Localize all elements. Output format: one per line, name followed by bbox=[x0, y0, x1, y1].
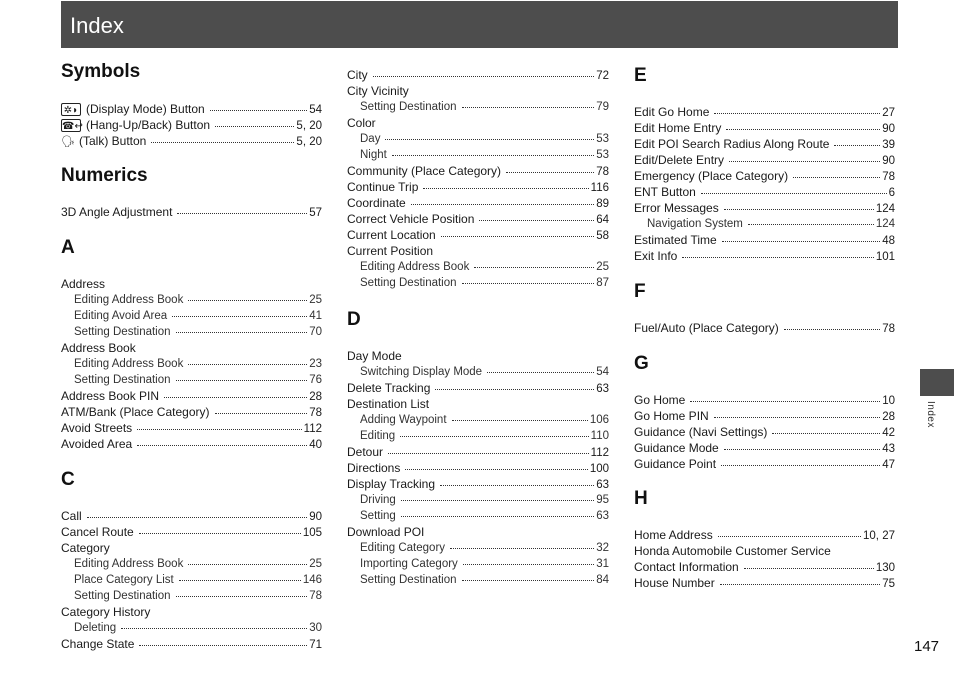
index-column-3 bbox=[634, 66, 895, 591]
entry-label: ATM/Bank (Place Category) bbox=[61, 405, 210, 419]
dot-leader bbox=[176, 596, 308, 597]
page-ref: 90 bbox=[882, 123, 895, 135]
entry-label: Call bbox=[61, 509, 82, 523]
index-entry[interactable] bbox=[634, 248, 895, 264]
entry-label: Edit POI Search Radius Along Route bbox=[634, 137, 830, 151]
dot-leader bbox=[188, 364, 307, 365]
entry-label: Color bbox=[347, 116, 376, 130]
index-entry[interactable] bbox=[634, 104, 895, 120]
index-column-1 bbox=[61, 62, 322, 652]
index-entry[interactable] bbox=[347, 195, 609, 211]
index-subentry[interactable] bbox=[347, 364, 609, 380]
index-entry[interactable] bbox=[61, 540, 322, 556]
index-subentry[interactable] bbox=[347, 492, 609, 508]
entry-label: (Display Mode) Button bbox=[86, 102, 205, 116]
page-ref: 78 bbox=[596, 166, 609, 178]
dot-leader bbox=[440, 485, 594, 486]
index-subentry[interactable] bbox=[347, 412, 609, 428]
page-ref: 40 bbox=[309, 439, 322, 451]
entry-label: Community (Place Category) bbox=[347, 164, 502, 178]
entry-label: Avoided Area bbox=[61, 437, 133, 451]
page-ref: 10 bbox=[882, 395, 895, 407]
dot-leader bbox=[405, 469, 587, 470]
section-title-e: E bbox=[634, 65, 647, 86]
index-entry[interactable] bbox=[61, 276, 322, 292]
page-ref: 75 bbox=[882, 578, 895, 590]
dot-leader bbox=[714, 417, 881, 418]
page-ref: 105 bbox=[302, 527, 322, 539]
dot-leader bbox=[385, 139, 594, 140]
entry-label: Go Home PIN bbox=[634, 409, 709, 423]
page-ref: 100 bbox=[589, 463, 609, 475]
section-title-c: C bbox=[61, 469, 75, 490]
entry-label: Place Category List bbox=[74, 574, 174, 586]
entry-label: Estimated Time bbox=[634, 233, 717, 247]
dot-leader bbox=[179, 580, 301, 581]
page-ref: 53 bbox=[596, 149, 609, 161]
entry-label: Display Tracking bbox=[347, 477, 436, 491]
page-ref: 6 bbox=[888, 187, 895, 199]
entry-label: Edit Go Home bbox=[634, 105, 710, 119]
page-ref: 95 bbox=[596, 494, 609, 506]
page-ref: 23 bbox=[309, 358, 322, 370]
entry-label: Setting Destination bbox=[360, 101, 457, 113]
entry-label: ENT Button bbox=[634, 185, 696, 199]
page-ref: 39 bbox=[882, 139, 895, 151]
dot-leader bbox=[392, 155, 594, 156]
index-entry[interactable] bbox=[347, 179, 609, 195]
entry-label: Coordinate bbox=[347, 196, 406, 210]
section-title-symbols: Symbols bbox=[61, 61, 141, 82]
entry-label: Editing Address Book bbox=[74, 558, 184, 570]
entry-label: Setting Destination bbox=[360, 574, 457, 586]
page-ref: 78 bbox=[882, 323, 895, 335]
index-subentry[interactable] bbox=[61, 356, 322, 372]
index-subentry[interactable] bbox=[347, 131, 609, 147]
index-subentry[interactable] bbox=[347, 259, 609, 275]
page-ref: 27 bbox=[882, 107, 895, 119]
page-ref: 25 bbox=[596, 261, 609, 273]
index-column-2 bbox=[347, 67, 609, 588]
entry-label: City bbox=[347, 68, 368, 82]
page-ref: 78 bbox=[882, 171, 895, 183]
entry-label: Editing Address Book bbox=[74, 358, 184, 370]
index-entry[interactable] bbox=[634, 527, 895, 543]
dot-leader bbox=[718, 536, 861, 537]
dot-leader bbox=[151, 142, 294, 143]
dot-leader bbox=[748, 224, 874, 225]
display-mode-icon: ✲◗ bbox=[61, 103, 81, 116]
entry-label: Day Mode bbox=[347, 349, 402, 363]
index-subentry[interactable] bbox=[61, 308, 322, 324]
index-subentry[interactable] bbox=[61, 556, 322, 572]
index-entry[interactable] bbox=[634, 408, 895, 424]
entry-label: Download POI bbox=[347, 525, 425, 539]
entry-label: Cancel Route bbox=[61, 525, 134, 539]
entry-label: Address Book PIN bbox=[61, 389, 160, 403]
dot-leader bbox=[462, 580, 595, 581]
page-ref: 70 bbox=[309, 326, 322, 338]
dot-leader bbox=[400, 436, 588, 437]
page-ref: 63 bbox=[596, 383, 609, 395]
page-ref: 124 bbox=[875, 203, 895, 215]
section-title-h: H bbox=[634, 488, 648, 509]
side-tab-label: Index bbox=[925, 401, 936, 428]
dot-leader bbox=[172, 316, 307, 317]
entry-label: Guidance Point bbox=[634, 457, 717, 471]
index-entry[interactable] bbox=[61, 436, 322, 452]
entry-label: Guidance Mode bbox=[634, 441, 719, 455]
entry-label: Current Location bbox=[347, 228, 436, 242]
entry-label: Editing bbox=[360, 430, 396, 442]
index-entry[interactable] bbox=[61, 204, 322, 220]
dot-leader bbox=[423, 188, 588, 189]
page-ref: 72 bbox=[596, 70, 609, 82]
index-subentry[interactable] bbox=[634, 216, 895, 232]
page-ref: 54 bbox=[309, 104, 322, 116]
index-entry[interactable] bbox=[634, 136, 895, 152]
dot-leader bbox=[164, 397, 307, 398]
dot-leader bbox=[744, 568, 874, 569]
page-ref: 89 bbox=[596, 198, 609, 210]
page-ref: 28 bbox=[309, 391, 322, 403]
index-entry[interactable] bbox=[634, 440, 895, 456]
index-subentry[interactable] bbox=[347, 508, 609, 524]
entry-label: Navigation System bbox=[647, 218, 743, 230]
dot-leader bbox=[215, 413, 308, 414]
dot-leader bbox=[721, 465, 880, 466]
index-subentry[interactable] bbox=[61, 572, 322, 588]
dot-leader bbox=[682, 257, 873, 258]
entry-label: Setting Destination bbox=[360, 277, 457, 289]
entry-label: (Talk) Button bbox=[79, 134, 147, 148]
section-title-g: G bbox=[634, 353, 649, 374]
dot-leader bbox=[772, 433, 880, 434]
index-entry[interactable] bbox=[61, 340, 322, 356]
page-ref: 48 bbox=[882, 235, 895, 247]
index-subentry[interactable] bbox=[347, 428, 609, 444]
entry-label: Day bbox=[360, 133, 381, 145]
page-ref: 25 bbox=[309, 558, 322, 570]
index-entry[interactable] bbox=[61, 636, 322, 652]
page-ref: 32 bbox=[596, 542, 609, 554]
dot-leader bbox=[188, 300, 307, 301]
index-entry[interactable] bbox=[61, 133, 322, 149]
page-ref: 10, 27 bbox=[863, 530, 895, 542]
page-ref: 31 bbox=[596, 558, 609, 570]
page-ref: 78 bbox=[309, 590, 322, 602]
talk-icon: 🗣 bbox=[61, 136, 75, 148]
dot-leader bbox=[722, 241, 881, 242]
page-ref: 90 bbox=[882, 155, 895, 167]
index-entry[interactable] bbox=[347, 115, 609, 131]
index-entry[interactable] bbox=[347, 460, 609, 476]
index-entry[interactable] bbox=[347, 396, 609, 412]
page-ref: 41 bbox=[309, 310, 322, 322]
page-ref: 78 bbox=[309, 407, 322, 419]
dot-leader bbox=[690, 401, 880, 402]
entry-label: Continue Trip bbox=[347, 180, 419, 194]
dot-leader bbox=[726, 129, 880, 130]
entry-label: Editing Avoid Area bbox=[74, 310, 168, 322]
dot-leader bbox=[487, 372, 594, 373]
index-entry[interactable] bbox=[634, 456, 895, 472]
index-entry[interactable] bbox=[61, 388, 322, 404]
dot-leader bbox=[388, 453, 589, 454]
dot-leader bbox=[462, 283, 595, 284]
entry-label: Setting bbox=[360, 510, 396, 522]
entry-label: Category History bbox=[61, 605, 151, 619]
page-ref: 30 bbox=[309, 622, 322, 634]
entry-label: Driving bbox=[360, 494, 396, 506]
entry-label: Error Messages bbox=[634, 201, 719, 215]
page-ref: 63 bbox=[596, 510, 609, 522]
index-entry[interactable] bbox=[347, 444, 609, 460]
page-ref: 112 bbox=[303, 423, 322, 435]
index-subentry[interactable] bbox=[347, 572, 609, 588]
entry-label: Editing Address Book bbox=[74, 294, 184, 306]
entry-label: Switching Display Mode bbox=[360, 366, 483, 378]
page-ref: 53 bbox=[596, 133, 609, 145]
entry-label: Fuel/Auto (Place Category) bbox=[634, 321, 779, 335]
dot-leader bbox=[441, 236, 594, 237]
index-entry[interactable] bbox=[634, 575, 895, 591]
index-entry[interactable] bbox=[634, 184, 895, 200]
page-ref: 101 bbox=[875, 251, 895, 263]
dot-leader bbox=[834, 145, 880, 146]
section-title-f: F bbox=[634, 281, 646, 302]
page-ref: 64 bbox=[596, 214, 609, 226]
dot-leader bbox=[724, 449, 880, 450]
dot-leader bbox=[701, 193, 887, 194]
dot-leader bbox=[188, 564, 307, 565]
entry-label: Correct Vehicle Position bbox=[347, 212, 475, 226]
page-ref: 87 bbox=[596, 277, 609, 289]
section-title-a: A bbox=[61, 237, 75, 258]
index-entry[interactable] bbox=[634, 168, 895, 184]
dot-leader bbox=[177, 213, 307, 214]
dot-leader bbox=[411, 204, 594, 205]
page-title: Index bbox=[70, 13, 124, 38]
entry-label: Go Home bbox=[634, 393, 686, 407]
page-ref: 57 bbox=[309, 207, 322, 219]
dot-leader bbox=[401, 500, 594, 501]
dot-leader bbox=[729, 161, 880, 162]
hang-up-back-icon: ☎↩ bbox=[62, 121, 83, 133]
index-subentry[interactable] bbox=[61, 372, 322, 388]
page-ref: 43 bbox=[882, 443, 895, 455]
entry-label: Importing Category bbox=[360, 558, 458, 570]
entry-label: Detour bbox=[347, 445, 384, 459]
page-ref: 58 bbox=[596, 230, 609, 242]
index-entry[interactable] bbox=[634, 392, 895, 408]
entry-label: (Hang-Up/Back) Button bbox=[86, 118, 211, 132]
entry-label: Edit/Delete Entry bbox=[634, 153, 725, 167]
index-subentry[interactable] bbox=[61, 588, 322, 604]
page-ref: 146 bbox=[302, 574, 322, 586]
index-entry[interactable] bbox=[634, 543, 895, 559]
entry-label: Destination List bbox=[347, 397, 430, 411]
entry-label: Night bbox=[360, 149, 387, 161]
index-entry[interactable] bbox=[634, 559, 895, 575]
entry-label: Setting Destination bbox=[74, 326, 171, 338]
dot-leader bbox=[450, 548, 594, 549]
page-ref: 110 bbox=[590, 430, 609, 442]
index-subentry[interactable] bbox=[61, 324, 322, 340]
index-entry[interactable] bbox=[347, 380, 609, 396]
entry-label: 3D Angle Adjustment bbox=[61, 205, 173, 219]
index-subentry[interactable] bbox=[347, 540, 609, 556]
page-ref: 130 bbox=[875, 562, 895, 574]
entry-label: Current Position bbox=[347, 244, 434, 258]
page-ref: 25 bbox=[309, 294, 322, 306]
page-ref: 47 bbox=[882, 459, 895, 471]
dot-leader bbox=[137, 445, 307, 446]
page-ref: 124 bbox=[875, 218, 895, 230]
entry-label: Category bbox=[61, 541, 110, 555]
entry-label: Editing Address Book bbox=[360, 261, 470, 273]
section-title-numerics: Numerics bbox=[61, 165, 148, 186]
dot-leader bbox=[435, 389, 594, 390]
dot-leader bbox=[210, 110, 307, 111]
entry-label: Address Book bbox=[61, 341, 136, 355]
page-ref: 63 bbox=[596, 479, 609, 491]
index-entry[interactable] bbox=[347, 243, 609, 259]
dot-leader bbox=[793, 177, 880, 178]
side-tab bbox=[920, 369, 954, 396]
index-entry[interactable] bbox=[634, 120, 895, 136]
dot-leader bbox=[87, 517, 308, 518]
index-subentry[interactable] bbox=[61, 620, 322, 636]
index-subentry[interactable] bbox=[347, 147, 609, 163]
dot-leader bbox=[479, 220, 594, 221]
dot-leader bbox=[506, 172, 594, 173]
index-entry[interactable] bbox=[347, 211, 609, 227]
page-ref: 54 bbox=[596, 366, 609, 378]
page-ref: 79 bbox=[596, 101, 609, 113]
index-entry[interactable] bbox=[61, 524, 322, 540]
index-entry[interactable] bbox=[61, 117, 322, 133]
entry-label: Deleting bbox=[74, 622, 117, 634]
entry-label: Adding Waypoint bbox=[360, 414, 447, 426]
index-entry[interactable] bbox=[61, 508, 322, 524]
entry-label: Directions bbox=[347, 461, 401, 475]
page-number: 147 bbox=[914, 638, 940, 655]
page-ref: 5, 20 bbox=[296, 120, 322, 132]
dot-leader bbox=[463, 564, 594, 565]
entry-label: Setting Destination bbox=[74, 374, 171, 386]
page-ref: 116 bbox=[590, 182, 609, 194]
dot-leader bbox=[784, 329, 880, 330]
index-entry[interactable] bbox=[347, 67, 609, 83]
index-subentry[interactable] bbox=[347, 275, 609, 291]
dot-leader bbox=[139, 533, 301, 534]
page-ref: 76 bbox=[309, 374, 322, 386]
entry-label: Guidance (Navi Settings) bbox=[634, 425, 768, 439]
entry-label: City Vicinity bbox=[347, 84, 409, 98]
index-entry[interactable] bbox=[347, 348, 609, 364]
dot-leader bbox=[176, 380, 308, 381]
entry-label: Edit Home Entry bbox=[634, 121, 722, 135]
index-header bbox=[61, 1, 898, 48]
entry-label: Honda Automobile Customer Service bbox=[634, 544, 831, 558]
index-entry[interactable] bbox=[634, 320, 895, 336]
dot-leader bbox=[176, 332, 308, 333]
entry-label: Change State bbox=[61, 637, 135, 651]
index-subentry[interactable] bbox=[347, 99, 609, 115]
entry-label: Emergency (Place Category) bbox=[634, 169, 789, 183]
entry-label: Avoid Streets bbox=[61, 421, 133, 435]
entry-label: Delete Tracking bbox=[347, 381, 431, 395]
index-entry[interactable] bbox=[347, 227, 609, 243]
dot-leader bbox=[474, 267, 594, 268]
page-ref: 84 bbox=[596, 574, 609, 586]
page-ref: 71 bbox=[309, 639, 322, 651]
dot-leader bbox=[462, 107, 595, 108]
index-entry[interactable] bbox=[61, 604, 322, 620]
index-entry[interactable] bbox=[634, 200, 895, 216]
entry-label: Setting Destination bbox=[74, 590, 171, 602]
dot-leader bbox=[137, 429, 302, 430]
page-ref: 5, 20 bbox=[296, 136, 322, 148]
dot-leader bbox=[401, 516, 594, 517]
index-subentry[interactable] bbox=[61, 292, 322, 308]
section-title-d: D bbox=[347, 309, 361, 330]
index-entry[interactable] bbox=[634, 232, 895, 248]
dot-leader bbox=[720, 584, 881, 585]
index-entry[interactable] bbox=[61, 420, 322, 436]
dot-leader bbox=[724, 209, 874, 210]
page-ref: 106 bbox=[589, 414, 609, 426]
index-entry[interactable] bbox=[347, 476, 609, 492]
index-entry[interactable] bbox=[347, 163, 609, 179]
entry-label: Contact Information bbox=[634, 560, 739, 574]
page-ref: 42 bbox=[882, 427, 895, 439]
index-entry[interactable] bbox=[61, 404, 322, 420]
index-entry[interactable] bbox=[347, 83, 609, 99]
index-subentry[interactable] bbox=[347, 556, 609, 572]
index-entry[interactable] bbox=[634, 424, 895, 440]
page-ref: 90 bbox=[309, 511, 322, 523]
dot-leader bbox=[121, 628, 307, 629]
index-entry[interactable] bbox=[634, 152, 895, 168]
page-ref: 28 bbox=[882, 411, 895, 423]
entry-label: Editing Category bbox=[360, 542, 446, 554]
dot-leader bbox=[373, 76, 595, 77]
index-entry[interactable] bbox=[347, 524, 609, 540]
entry-label: House Number bbox=[634, 576, 715, 590]
entry-label: Exit Info bbox=[634, 249, 678, 263]
index-entry[interactable] bbox=[61, 101, 322, 117]
entry-label: Address bbox=[61, 277, 106, 291]
dot-leader bbox=[452, 420, 588, 421]
dot-leader bbox=[714, 113, 880, 114]
page-ref: 112 bbox=[590, 447, 609, 459]
entry-label: Home Address bbox=[634, 528, 713, 542]
dot-leader bbox=[139, 645, 307, 646]
dot-leader bbox=[215, 126, 294, 127]
